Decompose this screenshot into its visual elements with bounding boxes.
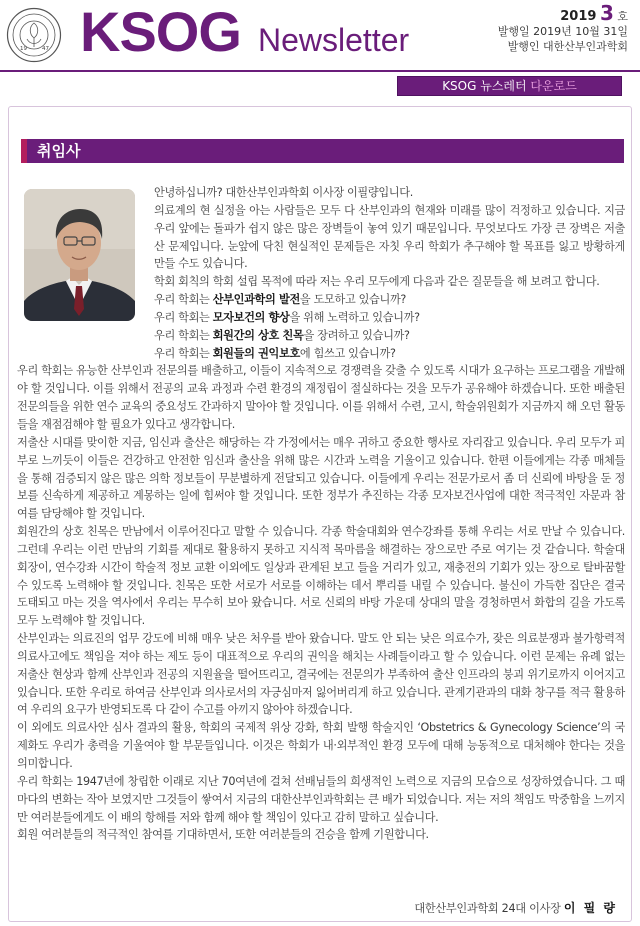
- signature: [414, 899, 617, 916]
- question-item: 우리 학회는 모자보건의 향상을 위해 노력하고 있습니까?: [154, 310, 420, 324]
- society-seal-logo: [6, 7, 62, 63]
- issued-date-row: [498, 25, 628, 39]
- body-paragraph: 이 외에도 의료사안 심사 결과의 활용, 학회의 국제적 위상 강화, 학회 발행 학술지인 ‘Obstetrics & Gynecology Science’의 국제화도 우리가 총력을 기울여야 할 부문들입니다. 이것은 학회가 내·외부적인 환경 모두에 대해 능동적으로 대처해야 한다는 것을 의미합니다.: [17, 721, 625, 770]
- brand-subtitle: Newsletter: [258, 22, 410, 58]
- publisher-name: 대한산부인과학회: [542, 40, 628, 53]
- question-lead: 학회 회칙의 학회 설립 목적에 따라 저는 우리 모두에게 다음과 같은 질문들을 해 보려고 합니다.: [154, 275, 600, 289]
- body-paragraph: 우리 학회는 1947년에 창립한 이래로 지난 70여년에 걸쳐 선배님들의 희생적인 노력으로 지금의 모습으로 성장하였습니다. 그 때마다의 변화는 작아 보였지만 그것들이 쌓여서 지금의 대한산부인과학회는 큰 배가 되었습니다. 저는 저의 책임도 막중함을 느끼지만 여러분들에게도 이 배의 항해를 저와 함께 해야 할 책임이 있다고 감히 말하고 싶습니다.: [17, 774, 625, 824]
- brand-title: KSOG: [80, 0, 241, 63]
- issue-year: 2019: [560, 9, 597, 24]
- issue-suffix: 호: [617, 10, 628, 23]
- publisher-row: [498, 40, 628, 54]
- question-item: 우리 학회는 산부인과학의 발전을 도모하고 있습니까?: [154, 293, 407, 307]
- signature-name: 이 필 량: [563, 901, 617, 915]
- greeting-line: 안녕하십니까? 대한산부인과학회 이사장 이필량입니다.: [154, 186, 413, 199]
- question-item: 우리 학회는 회원간의 상호 친목을 장려하고 있습니까?: [154, 328, 410, 342]
- intro-block: [154, 184, 625, 362]
- newsletter-download-button[interactable]: [397, 76, 622, 96]
- signature-title: 대한산부인과학회 24대 이사장: [414, 902, 564, 915]
- section-title-bar: [21, 139, 624, 163]
- body-paragraph: 산부인과는 의료진의 업무 강도에 비해 매우 낮은 처우를 받아 왔습니다. 말도 안 되는 낮은 의료수가, 잦은 의료분쟁과 불가항력적 의료사고에도 책임을 져야 하는 제도 등이 대표적으로 우리의 권익을 해치는 사례들이라고 할 수 있습니다. 이런 문제는 유례 없는 저출산 현상과 함께 산부인과 전공의 지원율을 떨어뜨리고, 결국에는 전문의가 부족하여 출산 인프라의 붕괴 위기로까지 이어지고 있습니다. 또한 우리로 하여금 산부인과 의사로서의 자긍심마저 잃어버리게 하고 있습니다. 관계기관과의 대화 창구를 적극 활용하여 우리의 요구가 반영되도록 다 같이 수고를 아끼지 않아야 하겠습니다.: [17, 632, 625, 717]
- section-title: 취임사: [37, 142, 81, 160]
- seal-year-right: 47: [42, 46, 49, 52]
- issued-label: 발행일: [497, 25, 530, 38]
- body-paragraph: 회원간의 상호 친목은 만남에서 이루어진다고 말할 수 있습니다. 각종 학술대회와 연수강좌를 통해 우리는 서로 만날 수 있습니다. 그런데 우리는 이런 만남의 기회를 제대로 활용하지 못하고 지식적 목마름을 해결하는 장으로만 주로 여기는 것 같습니다. 학술대회장이, 연수강좌 시간이 학술적 정보 교환 이외에도 일상과 관계된 보고 들을 거리가 있고, 재충전의 기회가 있는 장으로 탈바꿈할 수 있도록 노력해야 할 것입니다. 친목은 또한 서로가 서로를 이해하는 데서 뿌리를 내릴 수 있습니다. 불신이 가득한 집단은 결국 도태되고 마는 것을 역사에서 우리는 무수히 보아 왔습니다. 서로 신뢰의 바탕 가운데 상대의 말을 경청하면서 화합의 길을 가도록 모두 노력해야 할 것입니다.: [17, 525, 625, 628]
- question-item: 우리 학회는 회원들의 권익보호에 힘쓰고 있습니까?: [154, 346, 396, 360]
- issued-date: 2019년 10월 31일: [533, 25, 628, 38]
- issue-info: [497, 1, 628, 54]
- download-button-highlight: 다운로드: [530, 79, 577, 93]
- intro-paragraph: 의료계의 현 실정을 아는 사람들은 모두 다 산부인과의 현재와 미래를 많이 걱정하고 있습니다. 지금 우리 앞에는 돌파가 쉽지 않은 많은 장벽들이 놓여 있기 때문입니다. 무엇보다도 가장 큰 장벽은 저출산 문제입니다. 눈앞에 닥친 현실적인 문제들은 자칫 우리 학회가 추구해야 할 목표를 잃고 방황하게 만들 수도 있습니다.: [154, 203, 625, 271]
- seal-year-left: 19: [20, 46, 27, 52]
- body-paragraph: 회원 여러분들의 적극적인 참여를 기대하면서, 또한 여러분들의 건승을 함께 기원합니다.: [17, 828, 429, 842]
- body-paragraph: 우리 학회는 유능한 산부인과 전문의를 배출하고, 이들이 지속적으로 경쟁력을 갖출 수 있도록 시대가 요구하는 프로그램을 개발해야 할 것입니다. 이를 위해서 전공의 교육 과정과 수련 환경의 재정립이 절실하다는 것을 모두가 공유해야 하겠습니다. 또한 배출된 전문의들을 위한 연수 교육의 중요성도 간과하지 말아야 할 것입니다. 이를 위해서 수련, 고시, 학술위원회가 지금까지 해 오던 활동들을 재점검해야 할 필요가 있다고 생각합니다.: [17, 364, 625, 431]
- download-button-prefix: KSOG 뉴스레터: [442, 79, 531, 93]
- article-body: [17, 184, 625, 844]
- body-paragraph: 저출산 시대를 맞이한 지금, 임신과 출산은 해당하는 각 가정에서는 매우 귀하고 중요한 행사로 자리잡고 있습니다. 우리 모두가 피부로 느끼듯이 이들은 건강하고 안전한 임신과 출산을 위해 많은 시간과 노력을 기울이고 있습니다. 한편 이들에게는 각종 매체들을 통해 검증되지 않은 많은 의학 정보들이 무분별하게 전달되고 있습니다. 이들에게 우리는 전문가로서 좀 더 신뢰에 바탕을 둔 정보를 신속하게 제공하고 계몽하는 일에 힘써야 할 것입니다. 또한 정부가 추진하는 각종 모자보건사업에 대한 적극적인 자문과 참여를 담당해야 할 것입니다.: [17, 435, 625, 521]
- issue-number: 3: [599, 1, 614, 25]
- newsletter-header: [0, 0, 640, 70]
- header-divider: [0, 70, 640, 72]
- article-frame: [8, 106, 632, 922]
- publisher-label: 발행인: [507, 40, 540, 53]
